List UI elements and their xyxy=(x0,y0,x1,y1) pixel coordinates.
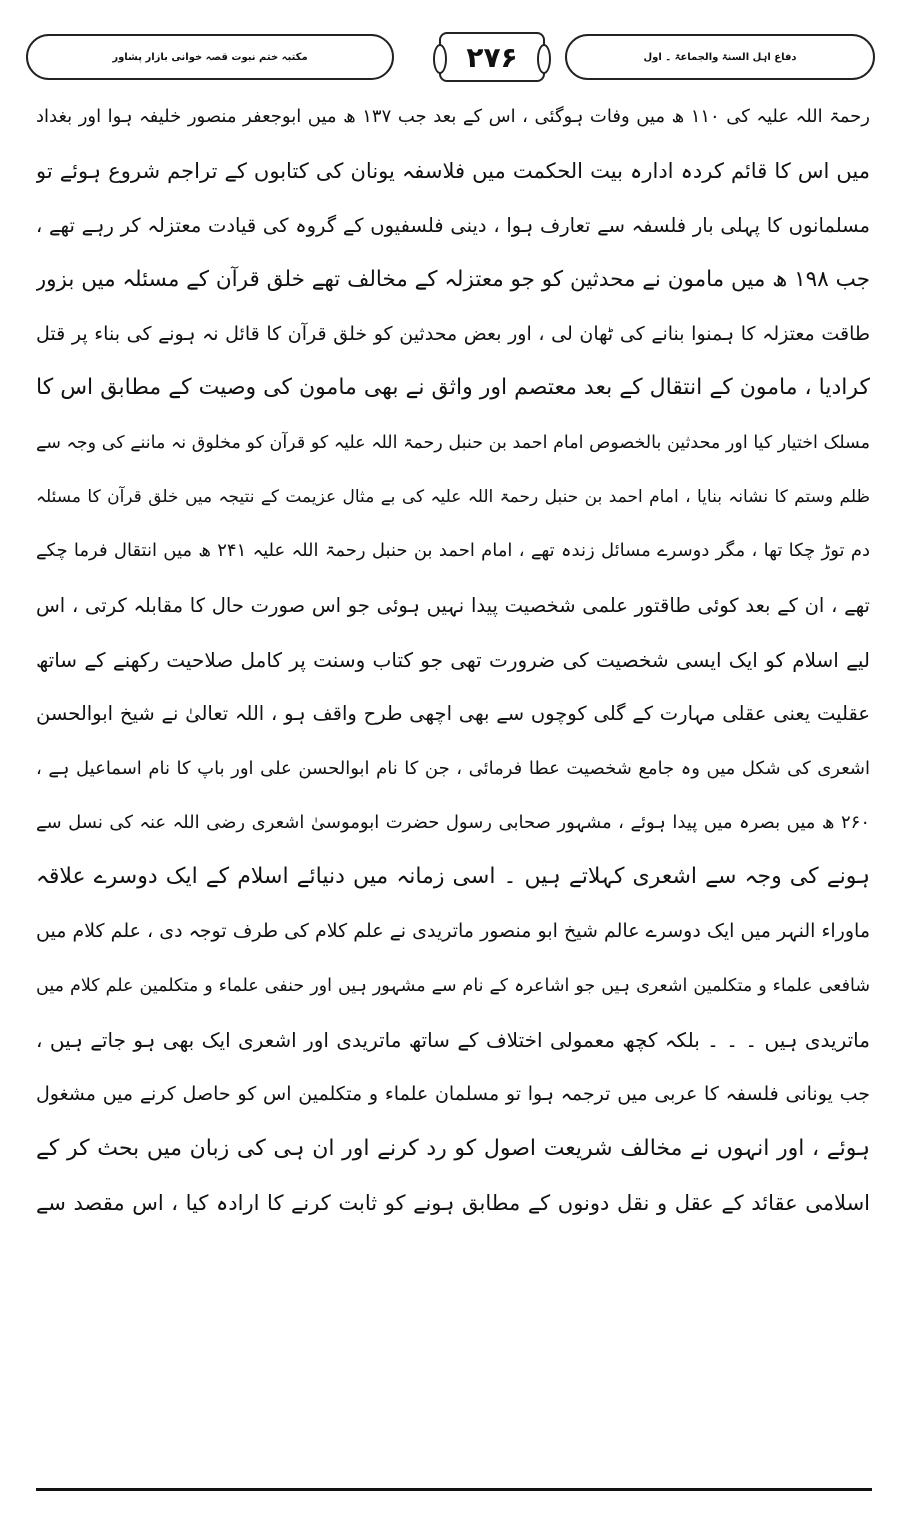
text-line: ۲۶۰ ھ میں بصرہ میں پیدا ہوئے ، مشہور صحابی رسول حضرت ابوموسیٰ اشعری رضی اللہ عنہ کی نسل سے xyxy=(36,811,870,833)
text-line: اسلامی عقائد کے عقل و نقل دونوں کے مطابق ہونے کو ثابت کرنے کا ارادہ کیا ، اس مقصد سے xyxy=(36,1190,870,1215)
text-line: جب یونانی فلسفہ کا عربی میں ترجمہ ہوا تو مسلمان علماء و متکلمین اس کو حاصل کرنے میں مشغول xyxy=(36,1083,870,1106)
text-line: دم توڑ چکا تھا ، مگر دوسرے مسائل زندہ تھے ، امام احمد بن حنبل رحمۃ اللہ علیہ ۲۴۱ ھ میں انتقال فرما چکے xyxy=(36,540,870,562)
text-line: ماوراء النہر میں ایک دوسرے عالم شیخ ابو منصور ماتریدی نے علم کلام کی طرف توجہ دی ، علم کلام میں xyxy=(36,920,870,943)
page-number: ۲۷۶ xyxy=(466,40,518,74)
text-line: مسلک اختیار کیا اور محدثین بالخصوص امام احمد بن حنبل رحمۃ اللہ علیہ کو قرآن کو مخلوق نہ ماننے کی وجہ سے xyxy=(36,432,870,453)
page-number-frame xyxy=(439,32,545,82)
text-line: ماتریدی ہیں ۔ ۔ ۔ بلکہ کچھ معمولی اختلاف کے ساتھ ماتریدی اور اشعری ایک بھی ہو جاتے ہیں ، xyxy=(36,1028,870,1053)
body-text xyxy=(36,90,870,1230)
text-line: کرادیا ، مامون کے انتقال کے بعد معتصم اور واثق نے بھی مامون کی وصیت کے مطابق اس کا xyxy=(36,375,870,401)
text-line: میں اس کا قائم کردہ ادارہ بیت الحکمت میں فلاسفہ یونان کی کتابوں کے تراجم شروع ہوئے تو xyxy=(36,159,870,184)
text-line: تھے ، ان کے بعد کوئی طاقتور علمی شخصیت پیدا نہیں ہوئی جو اس صورت حال کا مقابلہ کرتی ، اس xyxy=(36,593,870,617)
text-line: ہوئے ، اور انہوں نے مخالف شریعت اصول کو رد کرنے اور ان ہی کی زبان میں بحث کر کے xyxy=(36,1135,870,1161)
text-line: شافعی علماء و متکلمین اشعری ہیں جو اشاعرہ کے نام سے مشہور ہیں اور حنفی علماء و متکلمین علم کلام میں xyxy=(36,975,870,996)
footer-rule xyxy=(36,1488,872,1491)
text-line: رحمۃ اللہ علیہ کی ۱۱۰ ھ میں وفات ہوگئی ، اس کے بعد جب ۱۳۷ ھ میں ابوجعفر منصور خلیفہ ہوا اور بغداد xyxy=(36,106,870,127)
text-line: اشعری کی شکل میں وہ جامع شخصیت عطا فرمائی ، جن کا نام ابوالحسن علی اور باپ کا نام اسماعیل ہے ، xyxy=(36,757,870,779)
book-title: دفاع اہل السنۃ والجماعۃ ۔ اول xyxy=(565,34,875,80)
text-line: ظلم وستم کا نشانہ بنایا ، امام احمد بن حنبل رحمۃ اللہ علیہ کی بے مثال عزیمت کے نتیجہ میں خلق قرآن کا مسئلہ xyxy=(36,487,870,508)
text-line: طاقت معتزلہ کا ہمنوا بنانے کی ٹھان لی ، اور بعض محدثین کو خلق قرآن کا قائل نہ ہونے کی بناء پر قتل xyxy=(36,323,870,346)
text-line: مسلمانوں کا پہلی بار فلسفہ سے تعارف ہوا ، دینی فلسفیوں کے گروہ کی قیادت معتزلہ کر رہے تھے ، xyxy=(36,213,870,237)
text-line: لیے اسلام کو ایک ایسی شخصیت کی ضرورت تھی جو کتاب وسنت پر کامل صلاحیت رکھنے کے ساتھ xyxy=(36,647,870,672)
page-header xyxy=(26,34,875,86)
text-line: ہونے کی وجہ سے اشعری کہلاتے ہیں ۔ اسی زمانہ میں دنیائے اسلام کے ایک دوسرے علاقہ xyxy=(36,864,870,890)
text-line: جب ۱۹۸ ھ میں مامون نے محدثین کو جو معتزلہ کے مخالف تھے خلق قرآن کے مسئلہ میں بزور xyxy=(36,266,870,292)
publisher-name: مکتبہ ختم نبوت قصہ خوانی بازار پشاور xyxy=(26,34,394,80)
text-line: عقلیت یعنی عقلی مہارت کے گلی کوچوں سے بھی اچھی طرح واقف ہو ، اللہ تعالیٰ نے شیخ ابوالحسن xyxy=(36,702,870,726)
